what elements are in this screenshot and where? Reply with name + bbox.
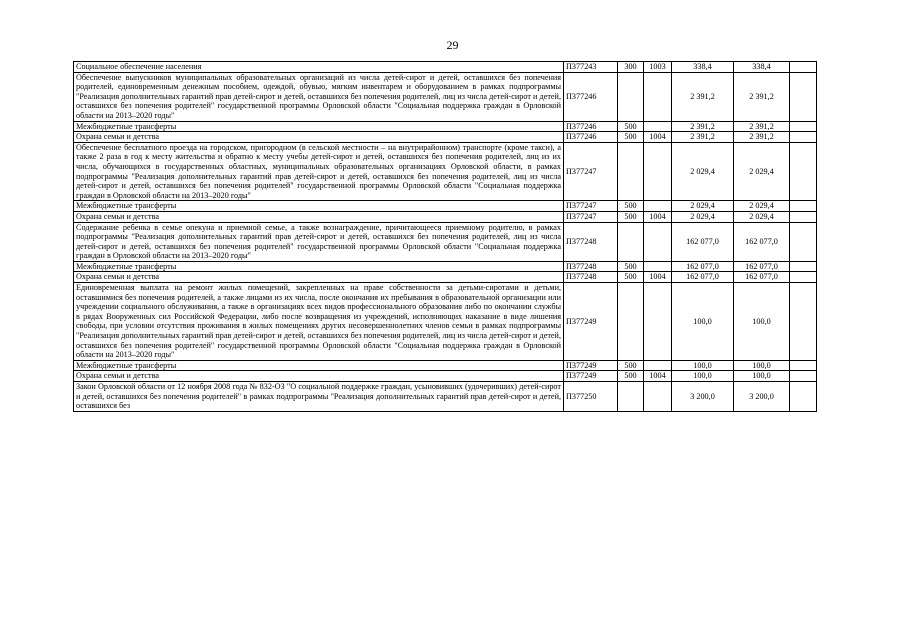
row-name-cell: Обеспечение бесплатного проезда на городском, пригородном (в сельской местности – на внутрирайонном) транспорте (кроме такси), а также 2 раза в год к месту жительства и обратно к месту учебы детей-сирот и детей, оставшихся без попечения родителей, лиц из их числа, обучающихся в государственных областных, муниципальных образовательных организациях Орловской области, в рамках подпрограммы "Реализация дополнительных гарантий прав детей-сирот и детей, оставшихся без попечения родителей, лиц из числа детей-сирот и детей, оставшихся без попечения родителей" государственной программы Орловской области "Социальная поддержка граждан в Орловской области на 2013–2020 годы" xyxy=(74,142,564,201)
row-name-cell: Охрана семьи и детства xyxy=(74,371,564,382)
row-sum1-cell: 162 077,0 xyxy=(672,261,734,272)
row-sum1-cell: 162 077,0 xyxy=(672,222,734,261)
row-expense-type-cell: 500 xyxy=(618,261,644,272)
table-row xyxy=(74,121,817,132)
row-sum2-cell: 162 077,0 xyxy=(734,261,790,272)
row-section-cell: 1004 xyxy=(644,132,672,143)
table-body xyxy=(74,62,817,412)
row-sum2-cell: 100,0 xyxy=(734,371,790,382)
row-name-cell: Закон Орловской области от 12 ноября 2008 года № 832-ОЗ "О социальной поддержке граждан, усыновивших (удочеривших) детей-сирот и детей, оставшихся без попечения родителей" в рамках подпрограммы "Реализация дополнительных гарантий прав детей-сирот и детей, оставшихся без xyxy=(74,382,564,412)
row-sum1-cell: 338,4 xyxy=(672,62,734,73)
row-section-cell xyxy=(644,382,672,412)
row-expense-type-cell: 500 xyxy=(618,121,644,132)
row-code-cell: П377250 xyxy=(564,382,618,412)
row-section-cell xyxy=(644,72,672,121)
row-section-cell xyxy=(644,201,672,212)
table-row xyxy=(74,72,817,121)
row-expense-type-cell: 500 xyxy=(618,132,644,143)
row-code-cell: П377249 xyxy=(564,371,618,382)
row-name-cell: Межбюджетные трансферты xyxy=(74,261,564,272)
row-expense-type-cell: 500 xyxy=(618,211,644,222)
row-name-cell: Межбюджетные трансферты xyxy=(74,360,564,371)
row-expense-type-cell xyxy=(618,142,644,201)
row-sum1-cell: 100,0 xyxy=(672,371,734,382)
row-section-cell xyxy=(644,360,672,371)
row-expense-type-cell xyxy=(618,283,644,361)
row-section-cell: 1004 xyxy=(644,371,672,382)
row-expense-type-cell: 300 xyxy=(618,62,644,73)
row-sum2-cell: 338,4 xyxy=(734,62,790,73)
row-name-cell: Межбюджетные трансферты xyxy=(74,121,564,132)
table-row xyxy=(74,272,817,283)
row-expense-type-cell: 500 xyxy=(618,272,644,283)
row-sum2-cell: 2 029,4 xyxy=(734,211,790,222)
table-row xyxy=(74,132,817,143)
row-expense-type-cell: 500 xyxy=(618,360,644,371)
row-blank-cell xyxy=(790,121,817,132)
row-code-cell: П377246 xyxy=(564,121,618,132)
row-section-cell xyxy=(644,121,672,132)
row-sum1-cell: 2 391,2 xyxy=(672,121,734,132)
row-code-cell: П377249 xyxy=(564,283,618,361)
row-blank-cell xyxy=(790,371,817,382)
table-row xyxy=(74,62,817,73)
row-sum2-cell: 2 391,2 xyxy=(734,121,790,132)
row-sum2-cell: 2 391,2 xyxy=(734,72,790,121)
row-code-cell: П377247 xyxy=(564,211,618,222)
row-section-cell xyxy=(644,142,672,201)
table-row xyxy=(74,142,817,201)
row-sum2-cell: 162 077,0 xyxy=(734,222,790,261)
row-name-cell: Охрана семьи и детства xyxy=(74,211,564,222)
row-code-cell: П377247 xyxy=(564,201,618,212)
row-blank-cell xyxy=(790,222,817,261)
row-blank-cell xyxy=(790,132,817,143)
row-section-cell: 1004 xyxy=(644,272,672,283)
row-code-cell: П377249 xyxy=(564,360,618,371)
row-expense-type-cell xyxy=(618,382,644,412)
row-name-cell: Охрана семьи и детства xyxy=(74,272,564,283)
row-blank-cell xyxy=(790,72,817,121)
row-section-cell xyxy=(644,222,672,261)
row-blank-cell xyxy=(790,62,817,73)
table-row xyxy=(74,211,817,222)
table-row xyxy=(74,283,817,361)
row-name-cell: Социальное обеспечение населения xyxy=(74,62,564,73)
table-row xyxy=(74,371,817,382)
row-section-cell xyxy=(644,261,672,272)
row-code-cell: П377247 xyxy=(564,142,618,201)
row-sum2-cell: 3 200,0 xyxy=(734,382,790,412)
row-sum2-cell: 2 029,4 xyxy=(734,201,790,212)
row-sum1-cell: 100,0 xyxy=(672,283,734,361)
table-row xyxy=(74,360,817,371)
table-row xyxy=(74,201,817,212)
budget-table xyxy=(73,61,817,412)
row-blank-cell xyxy=(790,382,817,412)
row-sum2-cell: 100,0 xyxy=(734,360,790,371)
row-sum2-cell: 2 029,4 xyxy=(734,142,790,201)
row-blank-cell xyxy=(790,360,817,371)
row-blank-cell xyxy=(790,211,817,222)
row-sum1-cell: 2 029,4 xyxy=(672,211,734,222)
row-blank-cell xyxy=(790,201,817,212)
row-sum1-cell: 2 029,4 xyxy=(672,142,734,201)
row-expense-type-cell: 500 xyxy=(618,371,644,382)
row-expense-type-cell: 500 xyxy=(618,201,644,212)
row-sum2-cell: 2 391,2 xyxy=(734,132,790,143)
row-blank-cell xyxy=(790,283,817,361)
row-sum2-cell: 100,0 xyxy=(734,283,790,361)
row-section-cell: 1004 xyxy=(644,211,672,222)
row-code-cell: П377243 xyxy=(564,62,618,73)
row-code-cell: П377248 xyxy=(564,261,618,272)
row-sum1-cell: 100,0 xyxy=(672,360,734,371)
row-name-cell: Обеспечение выпускников муниципальных образовательных организаций из числа детей-сирот и детей, оставшихся без попечения родителей, единовременным денежным пособием, одеждой, обувью, мягким инвентарем и оборудованием в рамках подпрограммы "Реализация дополнительных гарантий прав детей-сирот и детей, оставшихся без попечения родителей, лиц из числа детей-сирот и детей, оставшихся без попечения родителей" государственной программы Орловской области "Социальная поддержка граждан в Орловской области на 2013–2020 годы" xyxy=(74,72,564,121)
row-blank-cell xyxy=(790,272,817,283)
table-row xyxy=(74,222,817,261)
row-sum1-cell: 2 391,2 xyxy=(672,72,734,121)
row-sum2-cell: 162 077,0 xyxy=(734,272,790,283)
table-row xyxy=(74,261,817,272)
row-blank-cell xyxy=(790,142,817,201)
page-number: 29 xyxy=(446,38,459,52)
row-expense-type-cell xyxy=(618,222,644,261)
table-row xyxy=(74,382,817,412)
row-blank-cell xyxy=(790,261,817,272)
row-code-cell: П377246 xyxy=(564,132,618,143)
row-sum1-cell: 2 029,4 xyxy=(672,201,734,212)
row-section-cell xyxy=(644,283,672,361)
row-name-cell: Охрана семьи и детства xyxy=(74,132,564,143)
row-code-cell: П377248 xyxy=(564,272,618,283)
row-name-cell: Межбюджетные трансферты xyxy=(74,201,564,212)
row-code-cell: П377246 xyxy=(564,72,618,121)
row-name-cell: Единовременная выплата на ремонт жилых помещений, закрепленных на праве собственности за детьми-сиротами и детьми, оставшимися без попечения родителей, а также лицами из их числа, после окончания их пребывания в образовательной организации или учреждении социального обслуживания, а также в организациях всех видов профессионального образования либо по окончании службы в рядах Вооруженных сил Российской Федерации, либо после возвращения из учреждений, исполняющих наказание в виде лишения свободы, при условии отсутствия проживания в жилых помещениях других несовершеннолетних членов семьи в рамках подпрограммы "Реализация дополнительных гарантий прав детей-сирот и детей, оставшихся без попечения родителей, лиц из числа детей-сирот и детей, оставшихся без попечения родителей" государственной программы Орловской области "Социальная поддержка граждан в Орловской области на 2013–2020 годы" xyxy=(74,283,564,361)
row-sum1-cell: 2 391,2 xyxy=(672,132,734,143)
row-section-cell: 1003 xyxy=(644,62,672,73)
row-expense-type-cell xyxy=(618,72,644,121)
row-name-cell: Содержание ребенка в семье опекуна и приемной семье, а также вознаграждение, причитающееся приемному родителю, в рамках подпрограммы "Реализация дополнительных гарантий прав детей-сирот и детей, оставшихся без попечения родителей, лиц из числа детей-сирот и детей, оставшихся без попечения родителей" государственной программы Орловской области "Социальная поддержка граждан в Орловской области на 2013–2020 годы" xyxy=(74,222,564,261)
row-code-cell: П377248 xyxy=(564,222,618,261)
row-sum1-cell: 162 077,0 xyxy=(672,272,734,283)
row-sum1-cell: 3 200,0 xyxy=(672,382,734,412)
